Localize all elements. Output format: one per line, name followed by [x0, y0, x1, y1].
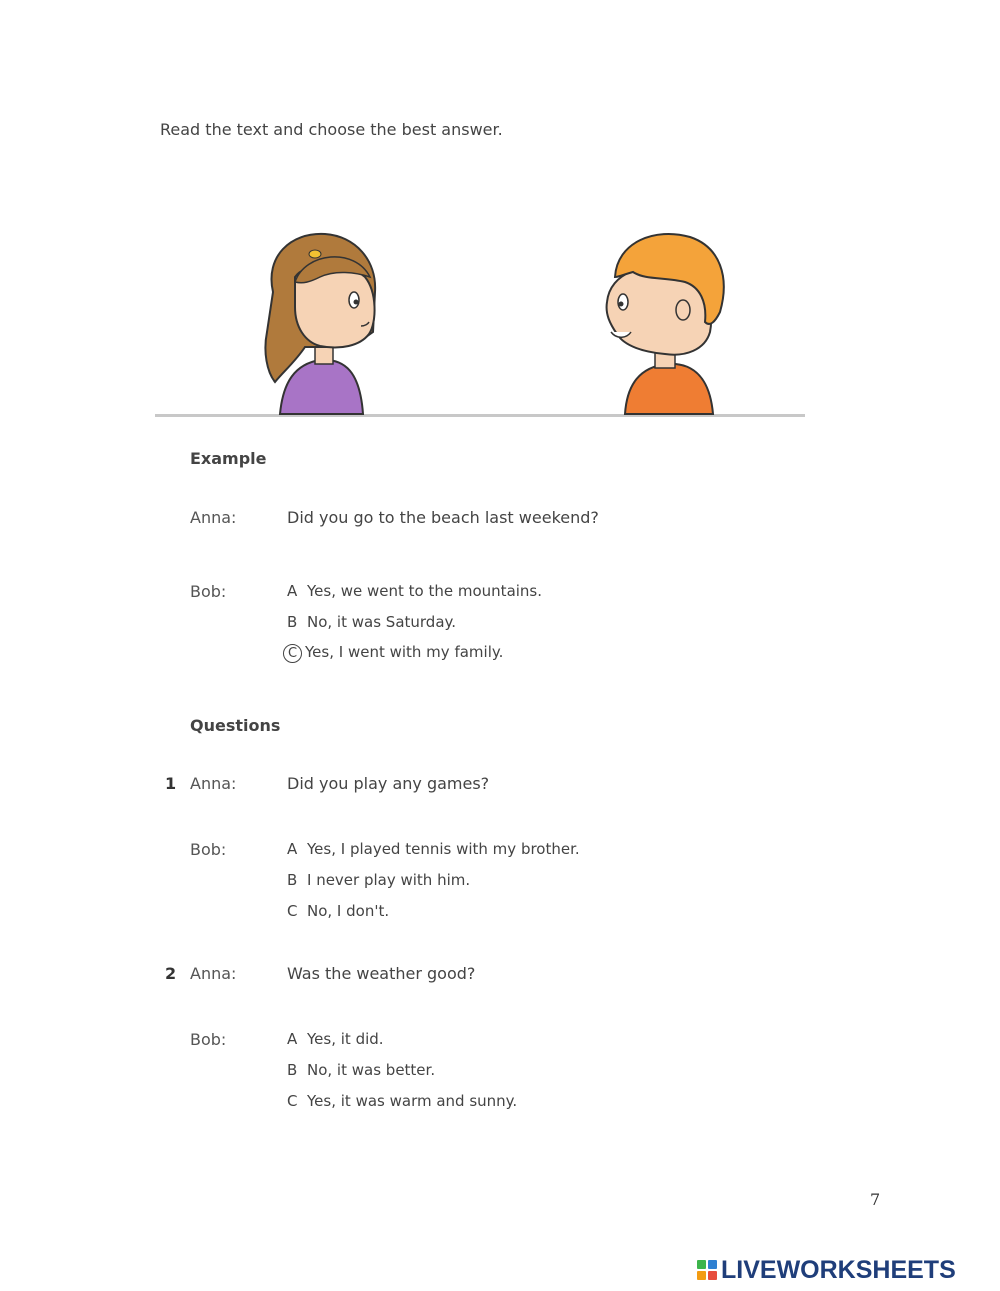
question-2-speaker-anna: Anna: — [190, 964, 237, 983]
circled-answer-icon: C — [283, 644, 302, 663]
instruction-text: Read the text and choose the best answer. — [160, 120, 503, 139]
question-1-speaker-bob: Bob: — [190, 840, 227, 859]
question-1-option-c[interactable]: C No, I don't. — [287, 902, 390, 920]
anna-bob-illustration — [155, 222, 805, 422]
question-2-number: 2 — [165, 964, 177, 983]
liveworksheets-logo[interactable] — [697, 1256, 956, 1284]
example-option-b[interactable]: B No, it was Saturday. — [287, 613, 457, 631]
example-question: Did you go to the beach last weekend? — [287, 508, 599, 527]
question-2-text: Was the weather good? — [287, 964, 476, 983]
question-1-text: Did you play any games? — [287, 774, 490, 793]
anna-figure — [265, 234, 375, 414]
question-1-option-b[interactable]: B I never play with him. — [287, 871, 471, 889]
question-1-speaker-anna: Anna: — [190, 774, 237, 793]
example-option-a[interactable]: A Yes, we went to the mountains. — [287, 582, 543, 600]
question-1-number: 1 — [165, 774, 177, 793]
example-speaker-bob: Bob: — [190, 582, 227, 601]
page-number: 7 — [870, 1190, 881, 1209]
question-2-option-a[interactable]: A Yes, it did. — [287, 1030, 384, 1048]
example-heading: Example — [190, 449, 267, 468]
question-2-option-b[interactable]: B No, it was better. — [287, 1061, 436, 1079]
bob-figure — [607, 234, 724, 414]
example-speaker-anna: Anna: — [190, 508, 237, 527]
logo-squares-icon — [697, 1260, 717, 1280]
questions-heading: Questions — [190, 716, 281, 735]
question-2-speaker-bob: Bob: — [190, 1030, 227, 1049]
brand-name: LIVEWORKSHEETS — [721, 1255, 956, 1284]
example-option-c[interactable]: C Yes, I went with my family. — [285, 643, 503, 663]
question-2-option-c[interactable]: C Yes, it was warm and sunny. — [287, 1092, 518, 1110]
question-1-option-a[interactable]: A Yes, I played tennis with my brother. — [287, 840, 580, 858]
